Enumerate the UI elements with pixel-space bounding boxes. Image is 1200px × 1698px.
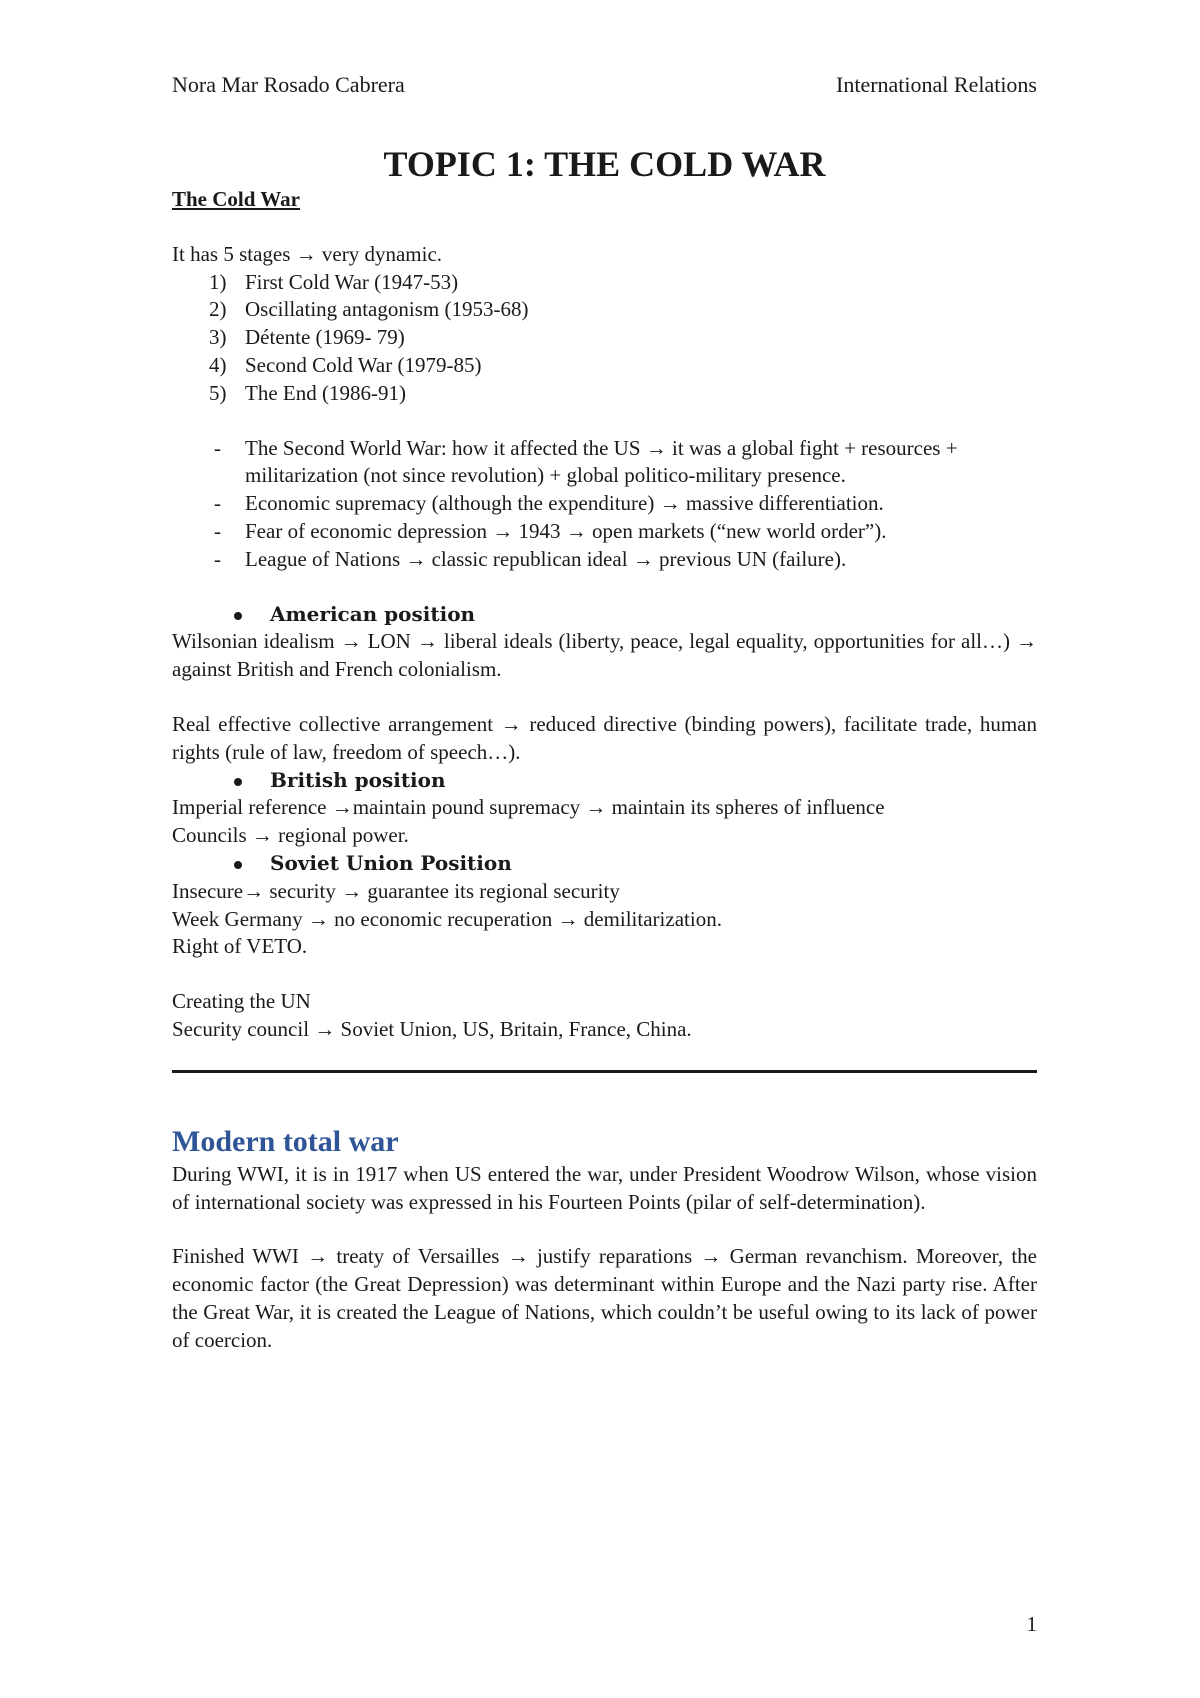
list-number: 2) — [209, 297, 227, 322]
collective-arrangement-text: Real effective collective arrangement → reduced directive (binding powers), facilitate trade, human rights (rule of law, freedom of speech…). — [172, 711, 1037, 764]
soviet-position-line: Insecure→ security → guarantee its regional security — [172, 878, 620, 903]
un-line: Creating the UN — [172, 989, 311, 1014]
list-number: 4) — [209, 352, 227, 377]
list-item: - The Second World War: how it affected the US → it was a global fight + resources + militarization (not since revolution) + global politico-military presence. — [214, 435, 958, 488]
list-item: - Fear of economic depression → 1943 → open markets (“new world order”). — [214, 518, 887, 543]
list-item — [172, 352, 1037, 380]
page-body — [172, 142, 1037, 1355]
american-position-text: Wilsonian idealism → LON → liberal ideals (liberty, peace, legal equality, opportunities for all…) → against British and French colonialism. — [172, 629, 1037, 682]
list-item — [172, 380, 1037, 408]
list-number: 5) — [209, 380, 227, 405]
list-item-text: The Second World War: how it affected the US → it was a global fight + resources + militarization (not since revolution) + global politico-military presence. — [245, 435, 958, 488]
stages-list — [172, 269, 1037, 408]
list-item-text: Second Cold War (1979-85) — [245, 352, 482, 377]
american-position-heading: American position — [172, 601, 1037, 629]
list-item — [172, 269, 1037, 297]
list-item-text: First Cold War (1947-53) — [245, 269, 459, 294]
body-paragraph: During WWI, it is in 1917 when US entered the war, under President Woodrow Wilson, whose vision of international society was expressed in his Fourteen Points (pilar of self-determination). — [172, 1161, 1037, 1214]
british-position-line: Councils → regional power. — [172, 823, 409, 848]
soviet-position-line: Week Germany → no economic recuperation → demilitarization. — [172, 906, 722, 931]
horizontal-divider — [172, 1070, 1037, 1073]
list-item: - League of Nations → classic republican ideal → previous UN (failure). — [214, 546, 847, 571]
list-item-text: The End (1986-91) — [245, 380, 406, 405]
soviet-position-line: Right of VETO. — [172, 934, 308, 959]
header-course: International Relations — [836, 72, 1037, 97]
list-item-text: Economic supremacy (although the expenditure) → massive differentiation. — [245, 491, 884, 516]
list-number: 3) — [209, 325, 227, 350]
british-position-line: Imperial reference →maintain pound supremacy → maintain its spheres of influence — [172, 795, 885, 820]
header-author: Nora Mar Rosado Cabrera — [172, 72, 405, 97]
list-item-text: Détente (1969- 79) — [245, 325, 405, 350]
body-paragraph: Finished WWI → treaty of Versailles → justify reparations → German revanchism. Moreover, the economic factor (the Great Depression) was determinant within Europe and the Nazi party rise. After the Great War, it is created the League of Nations, which couldn’t be useful owing to its lack of power of coercion. — [172, 1244, 1037, 1352]
soviet-position-heading: Soviet Union Position — [172, 850, 1037, 878]
page-title: TOPIC 1: THE COLD WAR — [383, 144, 826, 184]
list-item — [172, 296, 1037, 324]
bullet-icon — [234, 778, 242, 786]
list-item: - Economic supremacy (although the expenditure) → massive differentiation. — [214, 491, 884, 516]
list-item-text: League of Nations → classic republican ideal → previous UN (failure). — [245, 546, 847, 571]
list-item-text: Fear of economic depression → 1943 → open markets (“new world order”). — [245, 518, 887, 543]
bullet-icon — [234, 612, 242, 620]
british-position-heading: British position — [172, 767, 1037, 795]
list-number: 1) — [209, 269, 227, 294]
intro-line: It has 5 stages → very dynamic. — [172, 241, 443, 266]
points-list — [172, 435, 1037, 574]
list-item-text: Oscillating antagonism (1953-68) — [245, 297, 529, 322]
section-subheading: The Cold War — [172, 187, 300, 211]
section-heading: Modern total war — [172, 1124, 399, 1158]
list-item — [172, 324, 1037, 352]
bullet-icon — [234, 861, 242, 869]
un-line: Security council → Soviet Union, US, Britain, France, China. — [172, 1016, 692, 1041]
page-number: 1 — [1026, 1612, 1037, 1636]
